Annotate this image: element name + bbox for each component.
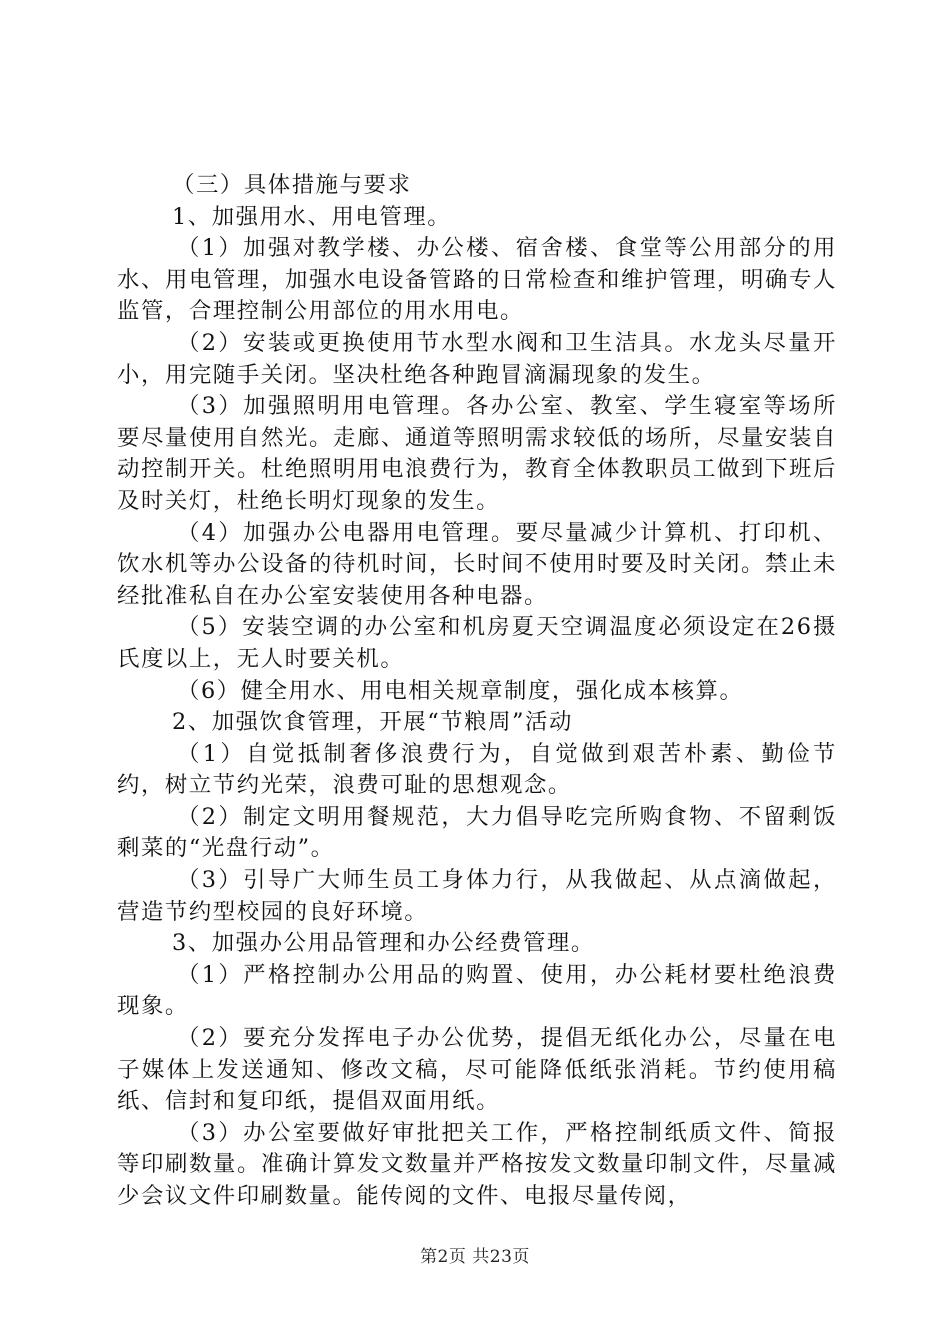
- paragraph-item-2-2: （2）制定文明用餐规范，大力倡导吃完所购食物、不留剩饭剩菜的“光盘行动”。: [117, 803, 837, 862]
- paragraph-item-3-2: （2）要充分发挥电子办公优势，提倡无纸化办公，尽量在电子媒体上发送通知、修改文稿，尽可能降低纸张消耗。节约使用稿纸、信封和复印纸，提倡双面用纸。: [117, 1025, 837, 1115]
- paragraph-item-3-1: （1）严格控制办公用品的购置、使用，办公耗材要杜绝浪费现象。: [117, 961, 837, 1020]
- paragraph-section-heading: （三）具体措施与要求: [172, 172, 412, 198]
- paragraph-item-2-1: （1）自觉抵制奢侈浪费行为，自觉做到艰苦朴素、勤俭节约，树立节约光荣，浪费可耻的思想观念。: [117, 740, 837, 799]
- paragraph-item-3-heading: 3、加强办公用品管理和办公经费管理。: [172, 930, 595, 957]
- document-body: [117, 170, 837, 1213]
- paragraph-item-1-4: （4）加强办公电器用电管理。要尽量减少计算机、打印机、饮水机等办公设备的待机时间，长时间不使用时要及时关闭。禁止未经批准私自在办公室安装使用各种电器。: [117, 519, 837, 609]
- paragraph-item-1-6: （6）健全用水、用电相关规章制度，强化成本核算。: [177, 677, 744, 704]
- page-footer: 第2页 共23页: [420, 1247, 530, 1267]
- paragraph-item-1-heading: 1、加强用水、用电管理。: [172, 203, 452, 230]
- paragraph-item-2-3: （3）引导广大师生员工身体力行，从我做起、从点滴做起，营造节约型校园的良好环境。: [117, 867, 837, 925]
- paragraph-item-2-heading: 2、加强饮食管理，开展“节粮周”活动: [172, 709, 573, 736]
- paragraph-item-1-1: （1）加强对教学楼、办公楼、宿舍楼、食堂等公用部分的用水、用电管理，加强水电设备管路的日常检查和维护管理，明确专人监管，合理控制公用部位的用水用电。: [117, 235, 837, 325]
- paragraph-item-1-2: （2）安装或更换使用节水型水阀和卫生洁具。水龙头尽量开小，用完随手关闭。坚决杜绝各种跑冒滴漏现象的发生。: [117, 329, 837, 388]
- paragraph-item-1-5: （5）安装空调的办公室和机房夏天空调温度必须设定在26摄氏度以上，无人时要关机。: [117, 614, 837, 672]
- paragraph-item-3-3: （3）办公室要做好审批把关工作，严格控制纸质文件、简报等印刷数量。准确计算发文数量并严格按发文数量印制文件，尽量减少会议文件印刷数量。能传阅的文件、电报尽量传阅，: [117, 1119, 837, 1209]
- paragraph-item-1-3: （3）加强照明用电管理。各办公室、教室、学生寝室等场所要尽量使用自然光。走廊、通道等照明需求较低的场所，尽量安装自动控制开关。杜绝照明用电浪费行为，教育全体教职员工做到下班后及时关灯，杜绝长明灯现象的发生。: [117, 393, 837, 514]
